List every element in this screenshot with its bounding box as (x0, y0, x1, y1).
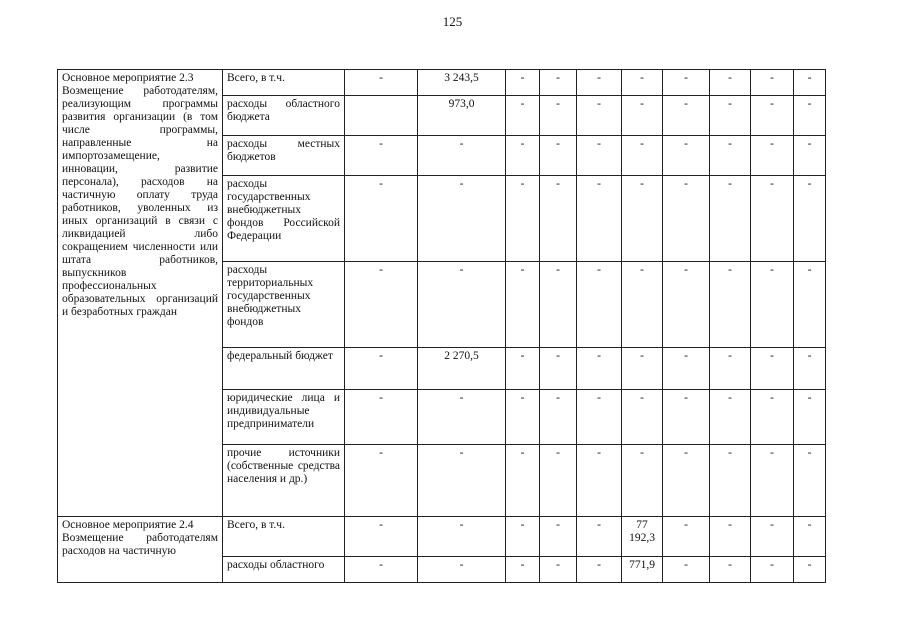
value-cell: - (622, 176, 663, 262)
value-cell: - (751, 517, 794, 557)
value-cell: - (345, 445, 418, 517)
value-cell: - (622, 262, 663, 348)
value-cell: - (540, 390, 577, 445)
value-cell: - (540, 176, 577, 262)
value-cell: - (710, 557, 751, 583)
value-cell: - (345, 390, 418, 445)
value-cell: - (710, 445, 751, 517)
value-cell: - (751, 136, 794, 176)
value-cell: - (794, 262, 826, 348)
value-cell: - (540, 517, 577, 557)
value-cell: - (751, 348, 794, 390)
value-cell: - (506, 517, 540, 557)
page-number: 125 (442, 14, 463, 29)
event-cell (58, 70, 223, 517)
value-cell: - (622, 390, 663, 445)
value-cell: - (710, 348, 751, 390)
value-cell: - (751, 70, 794, 96)
value-cell: - (540, 445, 577, 517)
value-cell: - (663, 136, 710, 176)
value-cell: - (663, 262, 710, 348)
value-cell: - (506, 136, 540, 176)
funding-source-cell: расходы областного (223, 557, 345, 583)
funding-source-cell: расходы территориальных государственных внебюджетных фондов (223, 262, 345, 348)
value-cell: - (345, 557, 418, 583)
value-cell: - (345, 136, 418, 176)
value-cell: - (540, 557, 577, 583)
value-cell: - (794, 390, 826, 445)
value-cell: - (345, 262, 418, 348)
value-cell: - (794, 136, 826, 176)
value-cell: - (540, 96, 577, 136)
value-cell: - (794, 348, 826, 390)
value-cell: - (418, 176, 506, 262)
value-cell: - (663, 557, 710, 583)
value-cell: - (710, 517, 751, 557)
value-cell: - (794, 445, 826, 517)
value-cell: - (794, 96, 826, 136)
table-row (58, 517, 826, 557)
value-cell: - (794, 70, 826, 96)
value-cell: - (751, 390, 794, 445)
value-cell: - (577, 390, 622, 445)
value-cell: - (506, 445, 540, 517)
value-cell: - (540, 348, 577, 390)
value-cell: - (506, 96, 540, 136)
value-cell: - (751, 176, 794, 262)
table-row (58, 70, 826, 96)
event-description: Возмещение работодателям, реализующим программы развития организации (в том числе программы, направленные на импортозамещение, инновации, развитие персонала), расходов на частичную оплату труда работников, уволенных из иных организаций в связи с ликвидацией либо сокращением численности или штата работников, выпускников профессиональных образовательных организаций и безработных граждан (62, 85, 218, 318)
value-cell: - (418, 390, 506, 445)
value-cell: 2 270,5 (418, 348, 506, 390)
value-cell: - (540, 262, 577, 348)
value-cell: 3 243,5 (418, 70, 506, 96)
budget-table (57, 69, 826, 583)
value-cell: - (622, 445, 663, 517)
value-cell: - (506, 390, 540, 445)
value-cell: - (710, 136, 751, 176)
value-cell: - (663, 445, 710, 517)
value-cell: - (577, 557, 622, 583)
value-cell: - (710, 96, 751, 136)
value-cell: - (577, 176, 622, 262)
event-cell (58, 517, 223, 583)
value-cell: - (751, 557, 794, 583)
funding-source-cell: расходы областного бюджета (223, 96, 345, 136)
value-cell: - (794, 557, 826, 583)
value-cell: - (418, 445, 506, 517)
value-cell: - (345, 348, 418, 390)
value-cell: - (577, 262, 622, 348)
value-cell: - (794, 517, 826, 557)
value-cell: - (506, 348, 540, 390)
value-cell: - (577, 96, 622, 136)
value-cell: - (622, 136, 663, 176)
value-cell: - (622, 348, 663, 390)
value-cell: - (663, 70, 710, 96)
value-cell: - (418, 557, 506, 583)
value-cell: - (710, 262, 751, 348)
value-cell: - (663, 176, 710, 262)
value-cell: - (345, 70, 418, 96)
value-cell: - (540, 70, 577, 96)
value-cell: - (751, 445, 794, 517)
value-cell: - (506, 70, 540, 96)
value-cell: - (663, 348, 710, 390)
event-title: Основное мероприятие 2.4 (62, 519, 194, 531)
value-cell: - (577, 445, 622, 517)
value-cell: - (345, 176, 418, 262)
value-cell: - (506, 176, 540, 262)
value-cell: 771,9 (622, 557, 663, 583)
event-description: Возмещение работодателям расходов на частичную (62, 532, 218, 557)
value-cell: - (540, 136, 577, 176)
value-cell: - (622, 96, 663, 136)
value-cell: - (506, 262, 540, 348)
funding-source-cell: Всего, в т.ч. (223, 70, 345, 96)
value-cell: - (751, 96, 794, 136)
value-cell: - (577, 348, 622, 390)
value-cell: - (794, 176, 826, 262)
value-cell: - (418, 262, 506, 348)
value-cell: - (418, 517, 506, 557)
value-cell: - (710, 176, 751, 262)
value-cell: - (663, 390, 710, 445)
funding-source-cell: Всего, в т.ч. (223, 517, 345, 557)
funding-source-cell: расходы местных бюджетов (223, 136, 345, 176)
value-cell: - (751, 262, 794, 348)
value-cell: 973,0 (418, 96, 506, 136)
value-cell: - (418, 136, 506, 176)
value-cell: - (577, 136, 622, 176)
value-cell: - (622, 70, 663, 96)
value-cell: - (577, 517, 622, 557)
value-cell: - (710, 70, 751, 96)
funding-source-cell: прочие источники (собственные средства населения и др.) (223, 445, 345, 517)
value-cell (345, 96, 418, 136)
event-title: Основное мероприятие 2.3 (62, 72, 194, 84)
value-cell: - (577, 70, 622, 96)
value-cell: - (710, 390, 751, 445)
value-cell: - (663, 517, 710, 557)
funding-source-cell: федеральный бюджет (223, 348, 345, 390)
value-cell: - (663, 96, 710, 136)
value-cell: - (506, 557, 540, 583)
value-cell: 77 192,3 (622, 517, 663, 557)
funding-source-cell: расходы государственных внебюджетных фондов Российской Федерации (223, 176, 345, 262)
funding-source-cell: юридические лица и индивидуальные предприниматели (223, 390, 345, 445)
value-cell: - (345, 517, 418, 557)
